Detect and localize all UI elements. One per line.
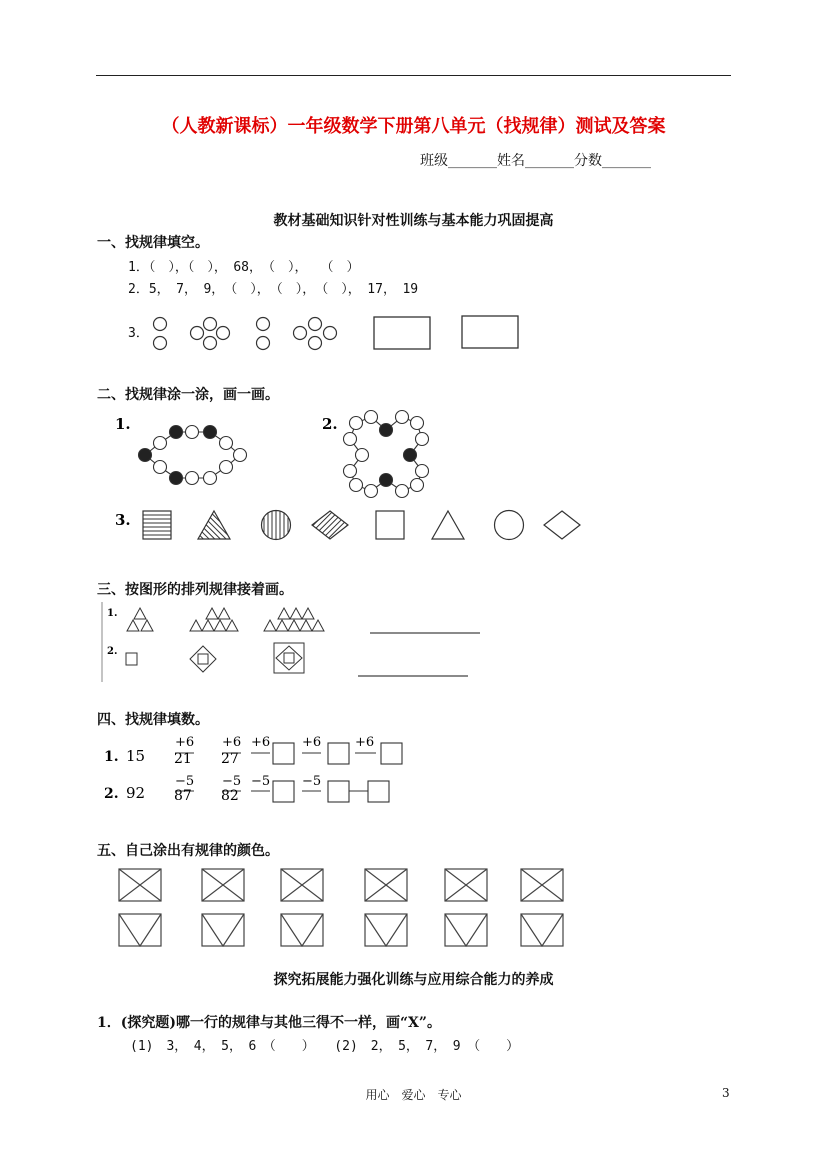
answer-box[interactable]	[368, 781, 389, 802]
row-number: 2.	[104, 786, 119, 802]
blank-square-shape[interactable]	[376, 511, 404, 539]
v-box[interactable]	[202, 914, 244, 946]
x-box[interactable]	[365, 869, 407, 901]
v-box[interactable]	[119, 914, 161, 946]
figure-number: 1.	[107, 608, 118, 619]
inquiry-question-options: (1) 3， 4， 5， 6 （ ） (2) 2， 5， 7， 9 （ ）	[130, 1039, 520, 1054]
striped-triangle-shape	[198, 511, 230, 539]
chain-value: 87	[174, 788, 192, 804]
chain-value: 27	[221, 751, 239, 767]
x-box[interactable]	[119, 869, 161, 901]
coloring-grid-figure	[115, 866, 575, 951]
number-chain-figure	[100, 730, 420, 810]
document-title: （人教新课标）一年级数学下册第八单元（找规律）测试及答案	[161, 116, 666, 137]
part1-heading: 教材基础知识针对性训练与基本能力巩固提高	[273, 213, 554, 229]
v-box[interactable]	[521, 914, 563, 946]
page-number: 3	[722, 1086, 730, 1100]
chain-operator: +6	[222, 735, 242, 750]
chain-value: 82	[221, 788, 239, 804]
striped-circle-shape	[262, 511, 291, 540]
figure-number: 2.	[322, 415, 338, 433]
chain-value: 21	[174, 751, 192, 767]
answer-box[interactable]	[273, 743, 294, 764]
x-box[interactable]	[445, 869, 487, 901]
answer-box[interactable]	[273, 781, 294, 802]
student-info-line	[420, 150, 651, 170]
chain-value: 15	[126, 747, 146, 765]
class-field: 班级_______	[420, 153, 497, 169]
name-field: 姓名_______	[497, 153, 574, 169]
blank-triangle-shape[interactable]	[432, 511, 464, 539]
chain-operator: +6	[355, 735, 375, 750]
part2-heading: 探究拓展能力强化训练与应用综合能力的养成	[273, 972, 554, 988]
x-box[interactable]	[202, 869, 244, 901]
chain-operator: −5	[302, 774, 322, 789]
figure-number: 2.	[107, 646, 118, 657]
section1-question3-label: 3．	[128, 326, 149, 341]
striped-diamond-shape	[312, 511, 348, 539]
striped-square-shape	[143, 511, 171, 539]
section1-question2: 2．5， 7， 9， （ ）， （ ）， （ ）， 17， 19	[128, 282, 419, 297]
x-box[interactable]	[521, 869, 563, 901]
figure-number: 1.	[115, 415, 131, 433]
section1-question1: 1．（ ），（ ）， 68， （ ）， （ ）	[128, 260, 360, 275]
page-footer: 用心 爱心 专心	[365, 1088, 462, 1102]
section1-title: 一、找规律填空。	[97, 235, 209, 251]
section2-title: 二、找规律涂一涂，画一画。	[97, 387, 279, 403]
chain-operator: −5	[251, 774, 271, 789]
x-box[interactable]	[281, 869, 323, 901]
section3-title: 三、按图形的排列规律接着画。	[97, 582, 293, 598]
answer-box[interactable]	[328, 743, 349, 764]
blank-circle-shape[interactable]	[495, 511, 524, 540]
row-number: 1.	[104, 749, 119, 765]
answer-box[interactable]	[374, 317, 430, 349]
section4-title: 四、找规律填数。	[97, 712, 209, 728]
circle-pattern-figure	[145, 312, 535, 356]
answer-box[interactable]	[328, 781, 349, 802]
inquiry-question-title: 1．(探究题)哪一行的规律与其他三得不一样，画“X”。	[97, 1015, 441, 1031]
chain-operator: +6	[302, 735, 322, 750]
figure-number: 3.	[115, 511, 131, 529]
chain-value: 92	[126, 784, 146, 802]
section5-title: 五、自己涂出有规律的颜色。	[97, 843, 279, 859]
chain-operator: +6	[175, 735, 195, 750]
blank-diamond-shape[interactable]	[544, 511, 580, 539]
score-field: 分数_______	[574, 153, 651, 169]
v-box[interactable]	[281, 914, 323, 946]
answer-box[interactable]	[381, 743, 402, 764]
chain-operator: −5	[175, 774, 195, 789]
v-box[interactable]	[445, 914, 487, 946]
continue-pattern-figure	[100, 600, 490, 685]
chain-operator: +6	[251, 735, 271, 750]
bead-ring-figures	[110, 405, 440, 500]
shape-coloring-row	[110, 505, 590, 545]
chain-operator: −5	[222, 774, 242, 789]
answer-box[interactable]	[462, 316, 518, 348]
v-box[interactable]	[365, 914, 407, 946]
header-rule	[96, 75, 731, 76]
